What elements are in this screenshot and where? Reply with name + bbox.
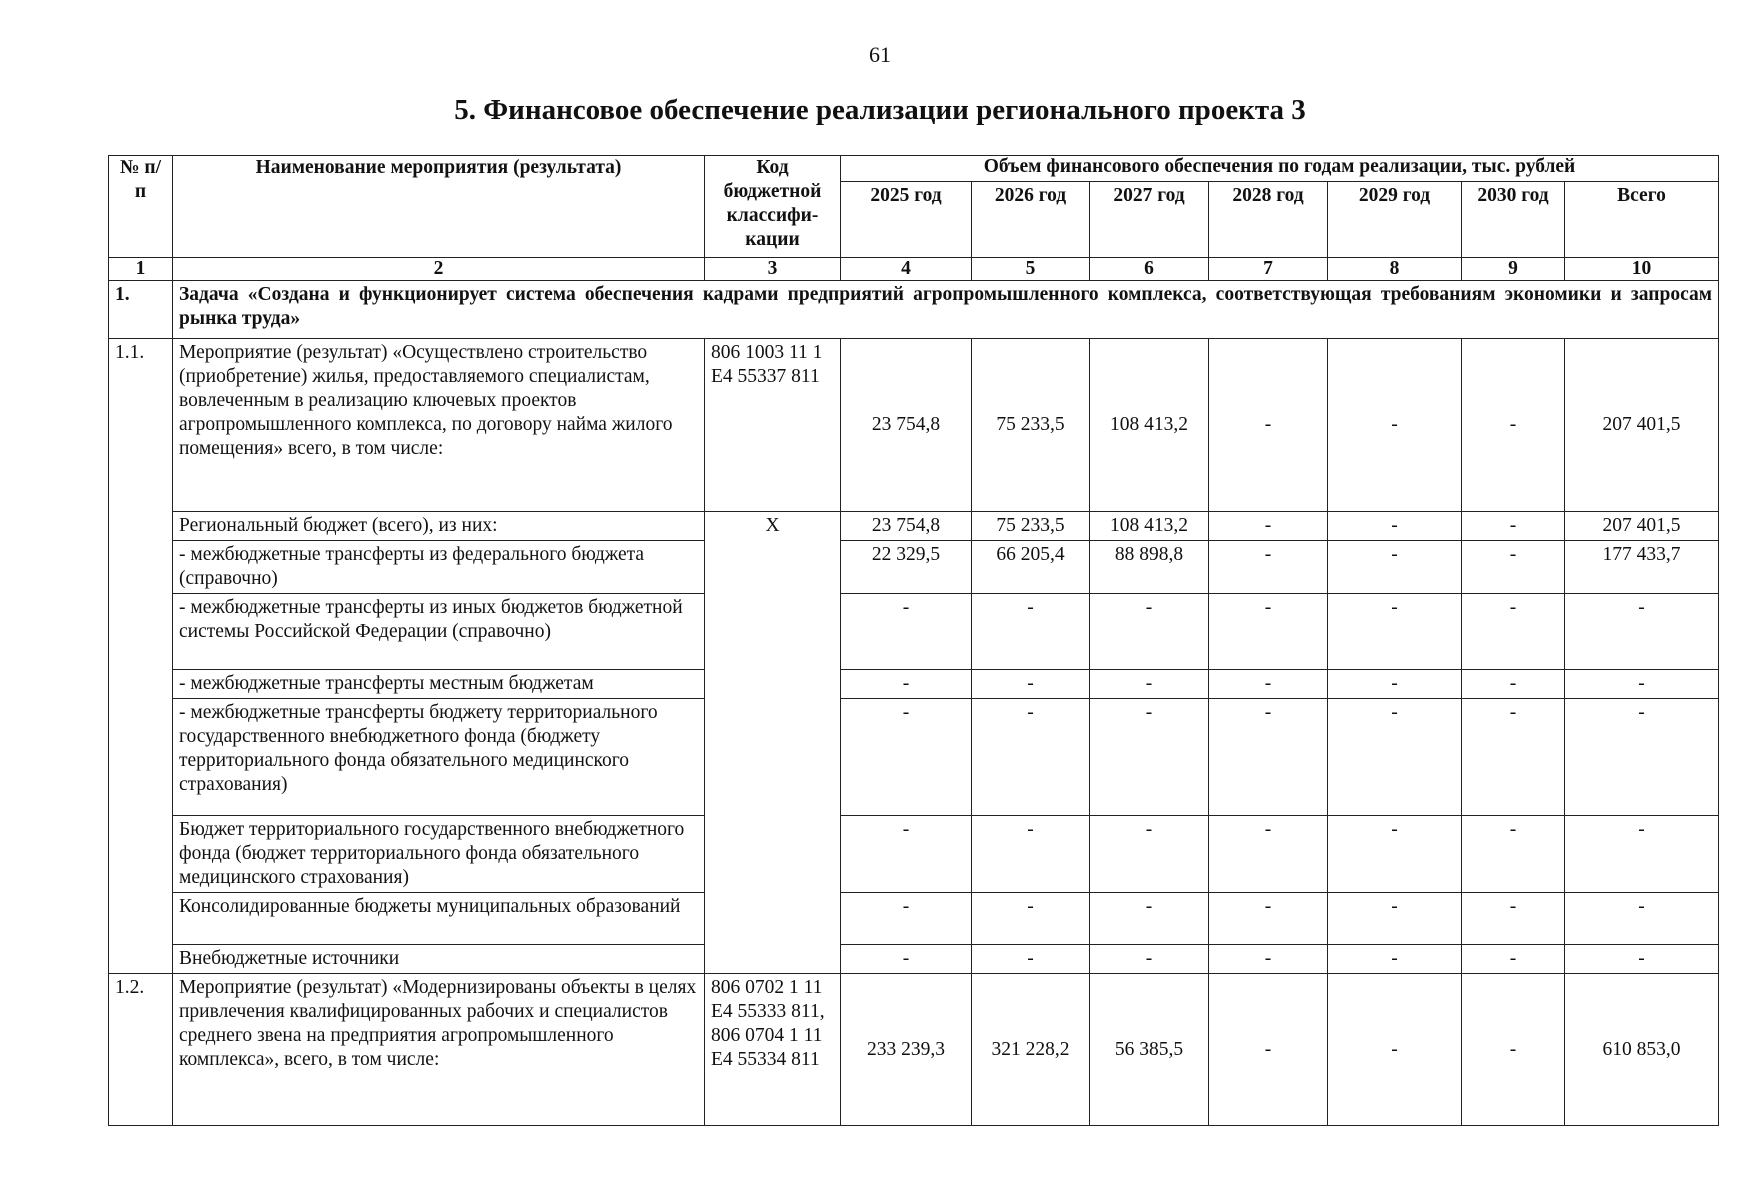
column-number: 4 [841, 258, 972, 281]
document-title: 5. Финансовое обеспечение реализации регионального проекта 3 [454, 94, 1306, 126]
value-cell: - [1462, 594, 1565, 670]
header-total: Всего [1565, 182, 1719, 258]
value-cell: - [1090, 670, 1209, 699]
row-label: Региональный бюджет (всего), из них: [173, 512, 705, 541]
financing-table [108, 155, 1719, 1126]
value-cell: - [1209, 816, 1328, 893]
value-cell: - [1209, 594, 1328, 670]
table-row [109, 974, 1719, 1126]
task-num: 1. [109, 281, 173, 339]
value-cell: - [841, 893, 972, 945]
value-cell: 108 413,2 [1090, 512, 1209, 541]
value-cell: - [1462, 945, 1565, 974]
value-cell: - [1462, 541, 1565, 594]
value-cell: - [1462, 893, 1565, 945]
row-label: - межбюджетные трансферты из федерального бюджета (справочно) [173, 541, 705, 594]
page-number: 61 [869, 42, 891, 67]
value-cell: - [841, 699, 972, 816]
value-cell: 207 401,5 [1565, 512, 1719, 541]
table-row [109, 699, 1719, 816]
value-cell: - [972, 670, 1090, 699]
header-year-2025: 2025 год [841, 182, 972, 258]
row-label: - межбюджетные трансферты из иных бюджетов бюджетной системы Российской Федерации (справочно) [173, 594, 705, 670]
column-number: 7 [1209, 258, 1328, 281]
value-cell: - [841, 816, 972, 893]
value-cell: - [1209, 699, 1328, 816]
table-row [109, 541, 1719, 594]
header-code: Код бюджетной классифи-кации [705, 156, 841, 258]
budget-code-x: Х [705, 512, 841, 974]
value-cell: - [1209, 893, 1328, 945]
value-cell: - [1328, 512, 1462, 541]
table-row [109, 893, 1719, 945]
value-cell: - [1462, 339, 1565, 512]
row-label: - межбюджетные трансферты местным бюджетам [173, 670, 705, 699]
column-number: 9 [1462, 258, 1565, 281]
value-cell: - [1209, 512, 1328, 541]
measure-name: Мероприятие (результат) «Осуществлено строительство (приобретение) жилья, предоставляемого специалистам, вовлеченным в реализацию ключевых проектов агропромышленного комплекса, по договору найма жилого помещения» всего, в том числе: [173, 339, 705, 512]
value-cell: - [1090, 893, 1209, 945]
value-cell: 321 228,2 [972, 974, 1090, 1126]
value-cell: - [972, 699, 1090, 816]
value-cell: 207 401,5 [1565, 339, 1719, 512]
table-row [109, 512, 1719, 541]
value-cell: 75 233,5 [972, 339, 1090, 512]
value-cell: - [1328, 974, 1462, 1126]
header-year-2026: 2026 год [972, 182, 1090, 258]
value-cell: - [1090, 816, 1209, 893]
column-number: 10 [1565, 258, 1719, 281]
table-row [109, 670, 1719, 699]
task-row [109, 281, 1719, 339]
value-cell: - [1090, 594, 1209, 670]
value-cell: - [1565, 699, 1719, 816]
value-cell: 610 853,0 [1565, 974, 1719, 1126]
column-number: 6 [1090, 258, 1209, 281]
row-label: Консолидированные бюджеты муниципальных образований [173, 893, 705, 945]
row-label: - межбюджетные трансферты бюджету территориального государственного внебюджетного фонда (бюджету территориального фонда обязательного медицинского страхования) [173, 699, 705, 816]
table-row [109, 339, 1719, 512]
measure-num: 1.2. [109, 974, 173, 1126]
value-cell: - [1209, 670, 1328, 699]
value-cell: - [1565, 945, 1719, 974]
value-cell: 66 205,4 [972, 541, 1090, 594]
value-cell: - [1328, 945, 1462, 974]
header-volume: Объем финансового обеспечения по годам реализации, тыс. рублей [841, 156, 1719, 182]
value-cell: - [972, 594, 1090, 670]
value-cell: - [1462, 974, 1565, 1126]
table-row [109, 816, 1719, 893]
column-number: 2 [173, 258, 705, 281]
header-year-2030: 2030 год [1462, 182, 1565, 258]
row-label: Внебюджетные источники [173, 945, 705, 974]
column-number: 3 [705, 258, 841, 281]
value-cell: 177 433,7 [1565, 541, 1719, 594]
value-cell: - [1209, 974, 1328, 1126]
header-year-2029: 2029 год [1328, 182, 1462, 258]
value-cell: 88 898,8 [1090, 541, 1209, 594]
value-cell: - [1462, 512, 1565, 541]
value-cell: - [1462, 699, 1565, 816]
value-cell: - [841, 594, 972, 670]
value-cell: - [1462, 670, 1565, 699]
value-cell: - [1328, 594, 1462, 670]
budget-code: 806 0702 1 11 Е4 55333 811, 806 0704 1 11 Е4 55334 811 [705, 974, 841, 1126]
value-cell: - [841, 670, 972, 699]
measure-num: 1.1. [109, 339, 173, 974]
value-cell: - [1565, 670, 1719, 699]
value-cell: - [972, 945, 1090, 974]
value-cell: - [1565, 893, 1719, 945]
value-cell: - [1565, 816, 1719, 893]
value-cell: - [1209, 945, 1328, 974]
value-cell: - [972, 816, 1090, 893]
value-cell: - [1209, 541, 1328, 594]
value-cell: - [1565, 594, 1719, 670]
column-number: 5 [972, 258, 1090, 281]
table-row [109, 945, 1719, 974]
value-cell: - [1328, 339, 1462, 512]
header-num: № п/п [109, 156, 173, 258]
value-cell: - [1462, 816, 1565, 893]
row-label: Бюджет территориального государственного внебюджетного фонда (бюджет территориального фонда обязательного медицинского страхования) [173, 816, 705, 893]
value-cell: 75 233,5 [972, 512, 1090, 541]
header-name: Наименование мероприятия (результата) [173, 156, 705, 258]
value-cell: - [1090, 945, 1209, 974]
value-cell: - [1209, 339, 1328, 512]
measure-name: Мероприятие (результат) «Модернизированы объекты в целях привлечения квалифицированных рабочих и специалистов среднего звена на предприятия агропромышленного комплекса», всего, в том числе: [173, 974, 705, 1126]
value-cell: 22 329,5 [841, 541, 972, 594]
value-cell: - [1328, 541, 1462, 594]
value-cell: 56 385,5 [1090, 974, 1209, 1126]
table-row [109, 594, 1719, 670]
value-cell: - [1328, 699, 1462, 816]
value-cell: - [841, 945, 972, 974]
column-number: 8 [1328, 258, 1462, 281]
value-cell: 233 239,3 [841, 974, 972, 1126]
value-cell: - [1090, 699, 1209, 816]
value-cell: - [1328, 816, 1462, 893]
task-text: Задача «Создана и функционирует система обеспечения кадрами предприятий агропромышленного комплекса, соответствующая требованиям экономики и запросам рынка труда» [173, 281, 1719, 339]
header-year-2028: 2028 год [1209, 182, 1328, 258]
value-cell: 23 754,8 [841, 512, 972, 541]
budget-code: 806 1003 11 1 Е4 55337 811 [705, 339, 841, 512]
value-cell: - [1328, 670, 1462, 699]
header-year-2027: 2027 год [1090, 182, 1209, 258]
value-cell: - [1328, 893, 1462, 945]
value-cell: 108 413,2 [1090, 339, 1209, 512]
value-cell: - [972, 893, 1090, 945]
value-cell: 23 754,8 [841, 339, 972, 512]
column-number: 1 [109, 258, 173, 281]
